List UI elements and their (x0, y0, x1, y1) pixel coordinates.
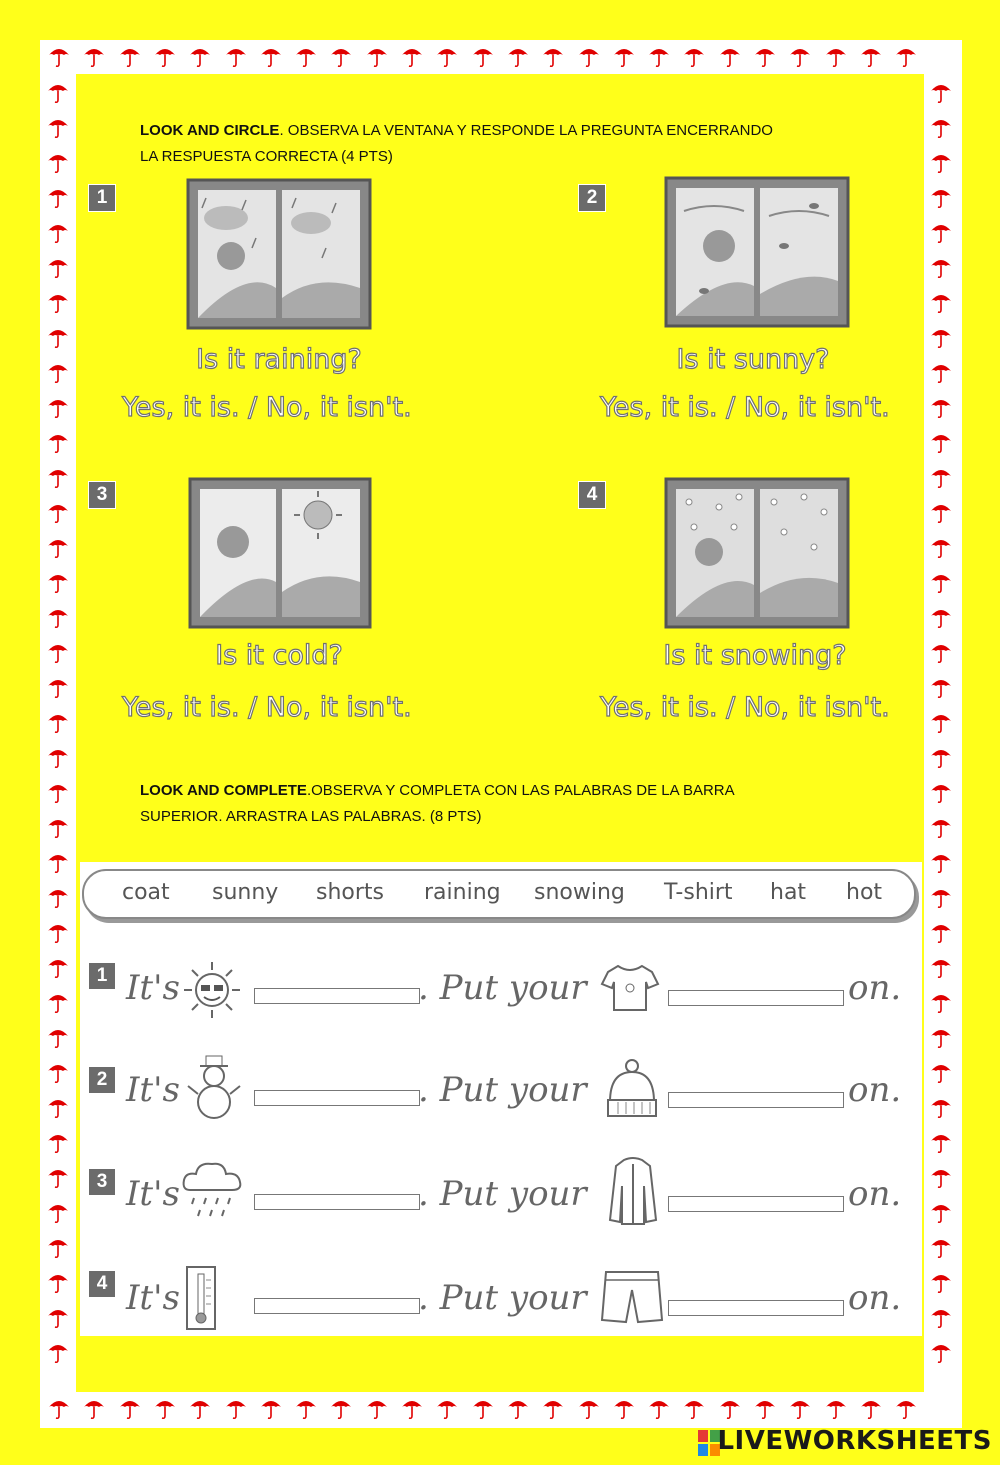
umbrella-icon (47, 430, 69, 454)
umbrella-icon (154, 1396, 176, 1420)
answer-1[interactable]: Yes, it is. / No, it isn't. (122, 392, 412, 423)
umbrella-icon (260, 44, 282, 68)
snowman-icon (186, 1054, 242, 1120)
umbrella-icon (930, 745, 952, 769)
row-1-on: on. (848, 968, 902, 1008)
row-3-its: It's (126, 1174, 180, 1214)
umbrella-icon (47, 290, 69, 314)
umbrella-icon (930, 1060, 952, 1084)
umbrella-icon (542, 44, 564, 68)
umbrella-icon (719, 44, 741, 68)
umbrella-icon (119, 44, 141, 68)
umbrella-icon (47, 1235, 69, 1259)
exercise1-instruction (140, 118, 860, 170)
umbrella-icon (47, 535, 69, 559)
question-3: Is it cold? (215, 640, 343, 671)
umbrella-icon (401, 1396, 423, 1420)
umbrella-icon (47, 1025, 69, 1049)
umbrella-icon (47, 360, 69, 384)
umbrella-icon (330, 44, 352, 68)
umbrella-icon (648, 44, 670, 68)
umbrella-icon (507, 44, 529, 68)
umbrella-icon (754, 44, 776, 68)
umbrella-icon (47, 185, 69, 209)
row-1-its: It's (126, 968, 180, 1008)
answer-3[interactable]: Yes, it is. / No, it isn't. (122, 692, 412, 723)
umbrella-icon (825, 1396, 847, 1420)
umbrella-icon (189, 44, 211, 68)
exercise2-instruction-text-2: SUPERIOR. ARRASTRA LAS PALABRAS. (8 PTS) (140, 808, 482, 825)
word-raining[interactable]: raining (424, 880, 501, 905)
umbrella-icon (578, 1396, 600, 1420)
umbrella-icon (47, 1060, 69, 1084)
item-number-2: 2 (578, 184, 606, 212)
umbrella-icon (366, 1396, 388, 1420)
row-number-4: 4 (88, 1270, 116, 1298)
umbrella-icon (83, 1396, 105, 1420)
umbrella-icon (47, 885, 69, 909)
umbrella-icon (930, 150, 952, 174)
blank-weather-1[interactable] (254, 988, 420, 1004)
umbrella-icon (930, 290, 952, 314)
umbrella-icon (295, 1396, 317, 1420)
row-3-put-your: . Put your (418, 1174, 587, 1214)
umbrella-icon (895, 1396, 917, 1420)
umbrella-icon (930, 850, 952, 874)
umbrella-icon (47, 1130, 69, 1154)
umbrella-icon (472, 1396, 494, 1420)
umbrella-icon (47, 500, 69, 524)
window-windy-picture (664, 176, 850, 328)
umbrella-icon (47, 920, 69, 944)
item-number-4: 4 (578, 481, 606, 509)
umbrella-icon (47, 1095, 69, 1119)
umbrella-icon (330, 1396, 352, 1420)
umbrella-icon (47, 150, 69, 174)
umbrella-icon (613, 1396, 635, 1420)
blank-clothing-3[interactable] (668, 1196, 844, 1212)
row-2-on: on. (848, 1070, 902, 1110)
umbrella-icon (930, 885, 952, 909)
umbrella-icon (930, 640, 952, 664)
umbrella-icon (47, 570, 69, 594)
window-sunny-picture (188, 477, 372, 629)
umbrella-icon (789, 1396, 811, 1420)
umbrella-icon (260, 1396, 282, 1420)
umbrella-icon (930, 1305, 952, 1329)
umbrella-icon (930, 570, 952, 594)
row-number-2: 2 (88, 1066, 116, 1094)
word-sunny[interactable]: sunny (212, 880, 279, 905)
liveworksheets-brand[interactable]: LIVEWORKSHEETS (717, 1426, 992, 1456)
row-4-on: on. (848, 1278, 902, 1318)
umbrella-icon (719, 1396, 741, 1420)
umbrella-icon (930, 1200, 952, 1224)
umbrella-icon (47, 815, 69, 839)
umbrella-icon (930, 1340, 952, 1364)
umbrella-icon (789, 44, 811, 68)
question-1: Is it raining? (196, 344, 362, 375)
blank-clothing-1[interactable] (668, 990, 844, 1006)
umbrella-icon (930, 780, 952, 804)
thermometer-icon (184, 1264, 218, 1334)
umbrella-icon (930, 675, 952, 699)
umbrella-icon (930, 1165, 952, 1189)
umbrella-icon (47, 1165, 69, 1189)
blank-weather-4[interactable] (254, 1298, 420, 1314)
umbrella-icon (578, 44, 600, 68)
umbrella-icon (189, 1396, 211, 1420)
blank-weather-3[interactable] (254, 1194, 420, 1210)
umbrella-icon (930, 535, 952, 559)
word-hot[interactable]: hot (846, 880, 883, 905)
umbrella-icon (930, 430, 952, 454)
umbrella-icon (930, 325, 952, 349)
row-4-put-your: . Put your (418, 1278, 587, 1318)
umbrella-icon (507, 1396, 529, 1420)
umbrella-icon (930, 920, 952, 944)
umbrella-icon (613, 44, 635, 68)
exercise2-title: LOOK AND COMPLETE (140, 782, 307, 799)
umbrella-icon (930, 1095, 952, 1119)
word-hat[interactable]: hat (770, 880, 807, 905)
umbrella-icon (930, 1025, 952, 1049)
umbrella-icon (47, 850, 69, 874)
umbrella-icon (225, 1396, 247, 1420)
row-2-its: It's (126, 1070, 180, 1110)
umbrella-icon (295, 44, 317, 68)
umbrella-icon (754, 1396, 776, 1420)
umbrella-icon (436, 44, 458, 68)
umbrella-icon (930, 955, 952, 979)
question-4: Is it snowing? (663, 640, 847, 671)
answer-4[interactable]: Yes, it is. / No, it isn't. (600, 692, 890, 723)
umbrella-icon (930, 605, 952, 629)
hat-icon (604, 1058, 660, 1120)
umbrella-icon (930, 1130, 952, 1154)
exercise2-instruction (140, 778, 860, 830)
umbrella-icon (930, 1270, 952, 1294)
umbrella-icon (930, 220, 952, 244)
umbrella-icon (48, 1396, 70, 1420)
umbrella-icon (47, 640, 69, 664)
umbrella-icon (930, 710, 952, 734)
umbrella-icon (825, 44, 847, 68)
umbrella-icon (47, 255, 69, 279)
blank-clothing-4[interactable] (668, 1300, 844, 1316)
word-shorts[interactable]: shorts (316, 880, 384, 905)
umbrella-icon (47, 1340, 69, 1364)
umbrella-icon (930, 815, 952, 839)
exercise1-title: LOOK AND CIRCLE (140, 122, 280, 139)
umbrella-icon (930, 395, 952, 419)
exercise1-instruction-text-2: LA RESPUESTA CORRECTA (4 PTS) (140, 148, 393, 165)
umbrella-icon (930, 465, 952, 489)
umbrella-icon (47, 780, 69, 804)
umbrella-icon (47, 710, 69, 734)
umbrella-icon (930, 990, 952, 1014)
word-snowing[interactable]: snowing (534, 880, 625, 905)
shorts-icon (600, 1268, 664, 1326)
umbrella-icon (47, 465, 69, 489)
umbrella-icon (930, 185, 952, 209)
umbrella-icon (154, 44, 176, 68)
window-snowing-picture (664, 477, 850, 629)
row-1-put-your: . Put your (418, 968, 587, 1008)
umbrella-icon (47, 325, 69, 349)
umbrella-icon (930, 360, 952, 384)
umbrella-icon (542, 1396, 564, 1420)
umbrella-icon (47, 990, 69, 1014)
umbrella-icon (48, 44, 70, 68)
umbrella-icon (47, 220, 69, 244)
word-coat[interactable]: coat (122, 880, 170, 905)
question-2: Is it sunny? (676, 344, 830, 375)
umbrella-icon (47, 675, 69, 699)
umbrella-icon (930, 115, 952, 139)
window-rain-picture (186, 178, 372, 330)
umbrella-icon (930, 1235, 952, 1259)
exercise1-instruction-text: . OBSERVA LA VENTANA Y RESPONDE LA PREGUNTA ENCERRANDO (279, 122, 773, 139)
blank-weather-2[interactable] (254, 1090, 420, 1106)
umbrella-icon (47, 115, 69, 139)
exercise2-instruction-text: .OBSERVA Y COMPLETA CON LAS PALABRAS DE LA BARRA (306, 782, 735, 799)
umbrella-icon (366, 44, 388, 68)
umbrella-icon (401, 44, 423, 68)
umbrella-icon (47, 605, 69, 629)
word-tshirt[interactable]: T-shirt (664, 880, 733, 905)
blank-clothing-2[interactable] (668, 1092, 844, 1108)
umbrella-icon (683, 44, 705, 68)
umbrella-icon (860, 44, 882, 68)
rain-cloud-icon (178, 1156, 248, 1226)
umbrella-icon (47, 1270, 69, 1294)
row-3-on: on. (848, 1174, 902, 1214)
coat-icon (606, 1156, 660, 1228)
umbrella-icon (895, 44, 917, 68)
umbrella-icon (225, 44, 247, 68)
item-number-3: 3 (88, 481, 116, 509)
umbrella-icon (47, 395, 69, 419)
umbrella-icon (119, 1396, 141, 1420)
tshirt-icon (600, 962, 660, 1014)
umbrella-icon (930, 500, 952, 524)
row-4-its: It's (126, 1278, 180, 1318)
umbrella-icon (436, 1396, 458, 1420)
umbrella-icon (47, 745, 69, 769)
answer-2[interactable]: Yes, it is. / No, it isn't. (600, 392, 890, 423)
umbrella-icon (683, 1396, 705, 1420)
umbrella-icon (47, 80, 69, 104)
umbrella-icon (83, 44, 105, 68)
item-number-1: 1 (88, 184, 116, 212)
umbrella-icon (47, 1200, 69, 1224)
umbrella-icon (930, 80, 952, 104)
umbrella-icon (47, 955, 69, 979)
row-number-1: 1 (88, 962, 116, 990)
umbrella-icon (47, 1305, 69, 1329)
umbrella-icon (472, 44, 494, 68)
sun-icon (180, 958, 244, 1022)
row-number-3: 3 (88, 1168, 116, 1196)
row-2-put-your: . Put your (418, 1070, 587, 1110)
umbrella-icon (930, 255, 952, 279)
umbrella-icon (648, 1396, 670, 1420)
umbrella-icon (860, 1396, 882, 1420)
